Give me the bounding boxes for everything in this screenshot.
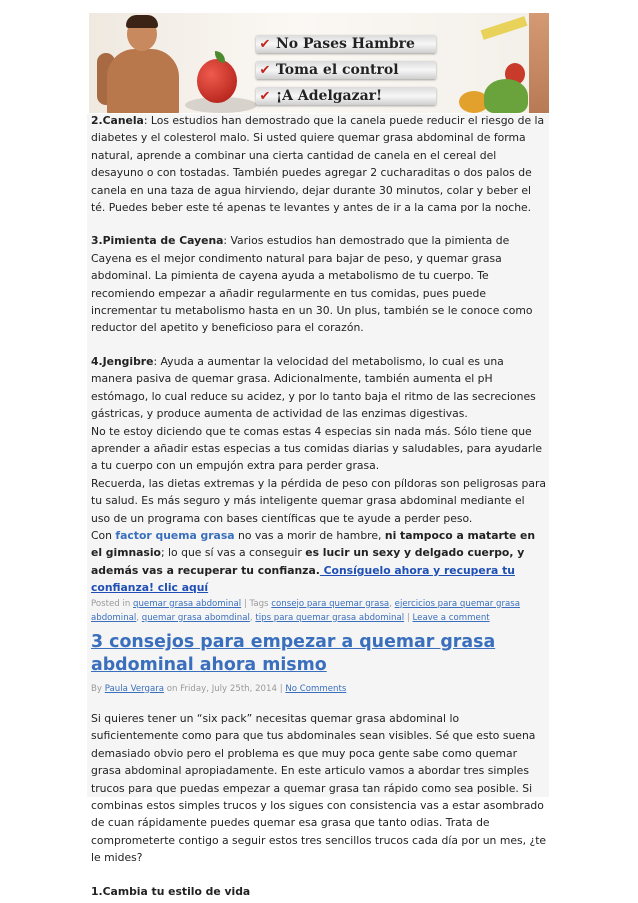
paragraph-closing-1: No te estoy diciendo que te comas estas 4 especias sin nada más. Sólo tiene que aprender a añadir estas especias a tus comidas diarias y saludables, para ayudarle a tu cuerpo con un empujón extra para perder grasa. [91, 424, 542, 473]
cta-link[interactable]: Consíguelo ahora y recupera tu confianza! clic aquí [91, 563, 515, 595]
paragraph-offer: Con factor quema grasa no vas a morir de hambre, ni tampoco a matarte en el gimnasio; lo que sí vas a conseguir es lucir un sexy y delgado cuerpo, y además vas a recuperar tu confianza. Consíguelo ahora y recupera tu confianza! clic aquí [91, 528, 536, 595]
author-link[interactable]: Paula Vergara [104, 683, 165, 694]
banner-item-a-adelgazar: ✔ ¡A Adelgazar! [256, 87, 436, 105]
measuring-tape-image [481, 16, 528, 40]
heading-jengibre: 4.Jengibre [91, 354, 154, 368]
post2-body: Si quieres tener un “six pack” necesitas quemar grasa abdominal lo suficientemente como para que tus abdominales sean visibles. Sé que esto suena demasiado obvio pero el problema es que muy poca gente sabe como quemar grasa abdominal apropiadamente. En este articulo vamos a abordar tres simples trucos para que puedas empezar a quemar grasa tan rápido como sea posible. Si combinas estos simples trucos y los sigues con consistencia vas a estar asombrado de cuan rápidamente puedes quemar esa grasa que tanto odias. Trata de comprometerte contigo a seguir estos tres sencillos trucos cada día por un mes, ¿te le mides? [91, 711, 547, 865]
paragraph-closing-2: Recuerda, las dietas extremas y la pérdida de peso con píldoras son peligrosas para tu salud. Es más seguro y más inteligente quemar grasa abdominal mediante el uso de un programa con bases científicas que te ayude a perder peso. [91, 476, 547, 525]
paragraph-jengibre: 4.Jengibre: Ayuda a aumentar la velocidad del metabolismo, lo cual es una manera pasiva de quemar grasa. Adicionalmente, también aumenta el pH estómago, lo cual reduce su acidez, y por lo tanto baja el ritmo de las secreciones gástricas, y produce aumenta de actividad de las enzimas digestivas. [91, 354, 536, 421]
checkmark-icon: ✔ [259, 89, 271, 104]
post-byline: By Paula Vergara on Friday, July 25th, 2014 | No Comments [91, 683, 347, 694]
paragraph-canela: 2.Canela: Los estudios han demostrado que la canela puede reducir el riesgo de la diabetes y el colesterol malo. Si usted quiere quemar grasa abdominal de forma natural, aprende a combinar una cierta cantidad de canela en el cereal del desayuno o con tostadas. También puedes agregar 2 cucharaditas o dos palos de canela en una taza de agua hirviendo, dejar durante 30 minutos, colar y beber el té. Puedes beber este té apenas te levantes y antes de ir a la cama por la noche. [91, 114, 545, 215]
post-title-link[interactable]: 3 consejos para empezar a quemar grasa abdominal ahora mismo [91, 631, 496, 675]
banner-item-toma-el-control: ✔ Toma el control [256, 61, 436, 79]
muscular-man-image [97, 13, 189, 113]
tag-link[interactable]: consejo para quemar grasa [271, 598, 390, 609]
slim-woman-image [529, 13, 549, 113]
tag-link[interactable]: tips para quemar grasa abdominal [255, 612, 405, 623]
vegetables-image [484, 79, 528, 113]
tag-link[interactable]: ejercicios para quemar grasa abdominal [91, 598, 521, 623]
post2-subheading: 1.Cambia tu estilo de vida [91, 884, 251, 898]
post-meta: Posted in quemar grasa abdominal | Tags consejo para quemar grasa, ejercicios para quemar grasa abdominal, quemar grasa abomdinal, tips para quemar grasa abdominal | Leave a comment [91, 598, 521, 623]
category-link[interactable]: quemar grasa abdominal [133, 598, 242, 609]
comments-link[interactable]: No Comments [285, 683, 347, 694]
banner-item-no-pases-hambre: ✔ No Pases Hambre [256, 35, 436, 53]
heading-pimienta: 3.Pimienta de Cayena [91, 234, 224, 248]
checkmark-icon: ✔ [259, 37, 271, 52]
checkmark-icon: ✔ [259, 63, 271, 78]
tag-link[interactable]: quemar grasa abomdinal [141, 612, 250, 623]
apple-image [197, 59, 237, 103]
article-text [91, 112, 547, 900]
header-banner [89, 13, 549, 113]
paragraph-pimienta: 3.Pimienta de Cayena: Varios estudios han demostrado que la pimienta de Cayena es el mejor condimento natural para bajar de peso, y quemar grasa abdominal. La pimienta de cayena ayuda a metabolismo de tu cuerpo. Te recomiendo empezar a añadir regularmente en tus comidas, pues puede incrementar tu metabolismo hasta en un 30. Un plus, también se le conoce como reductor del apetito y beneficioso para el corazón. [91, 234, 533, 335]
product-link[interactable]: factor quema grasa [115, 528, 235, 542]
leave-comment-link[interactable]: Leave a comment [412, 612, 490, 623]
heading-canela: 2.Canela [91, 114, 144, 127]
